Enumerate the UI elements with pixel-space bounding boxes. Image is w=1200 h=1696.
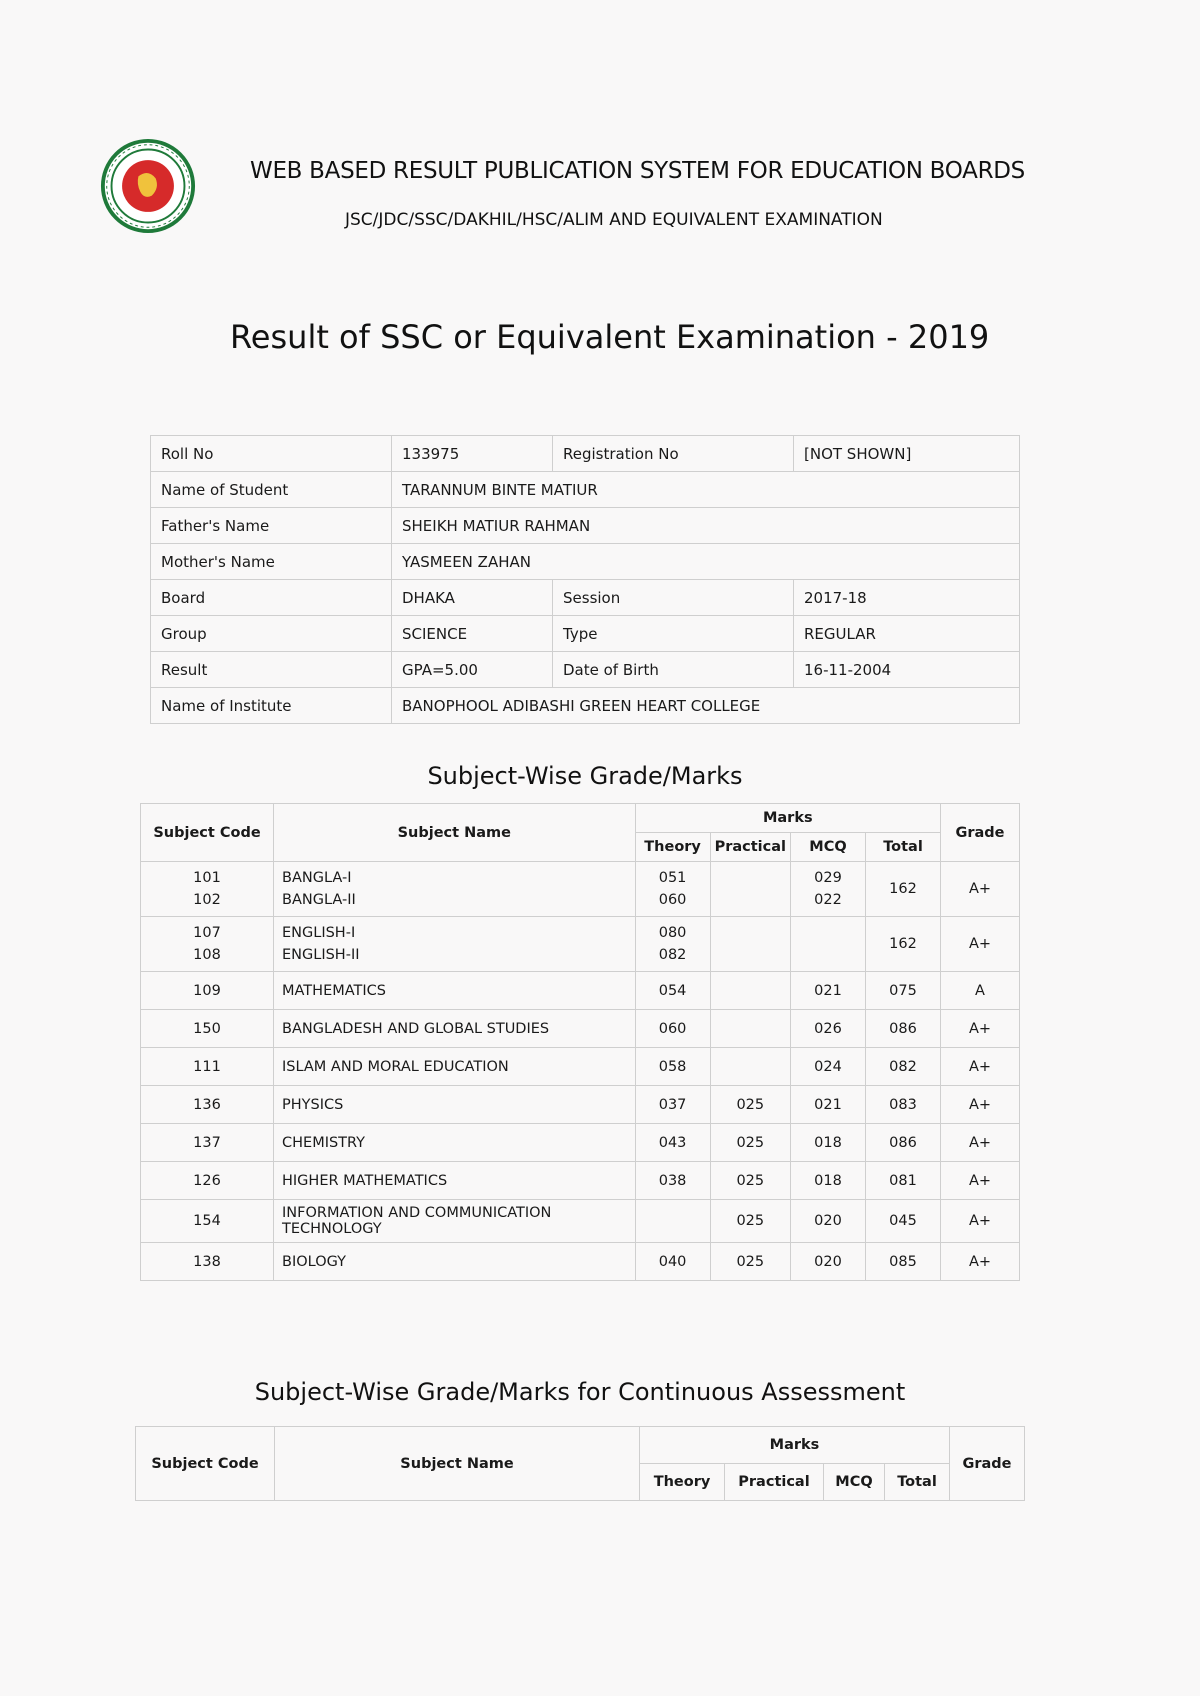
- total-mark: 162: [866, 917, 941, 972]
- result-value: GPA=5.00: [392, 652, 553, 688]
- total-mark: 083: [866, 1086, 941, 1124]
- mcq-mark: 020: [791, 1243, 866, 1281]
- table-row: [141, 1086, 1020, 1124]
- total-mark: 086: [866, 1124, 941, 1162]
- government-seal-icon: [100, 138, 196, 234]
- col-theory: Theory: [635, 833, 710, 862]
- father-value: SHEIKH MATIUR RAHMAN: [392, 508, 1020, 544]
- info-row: [151, 472, 1020, 508]
- info-row: [151, 688, 1020, 724]
- col-marks: Marks: [635, 804, 940, 833]
- grade: A+: [941, 1086, 1020, 1124]
- col-practical: Practical: [710, 833, 790, 862]
- ca-marks-table: [135, 1426, 1025, 1501]
- session-label: Session: [553, 580, 794, 616]
- grade: A: [941, 972, 1020, 1010]
- grade: A+: [941, 1124, 1020, 1162]
- practical-mark: 025: [710, 1243, 790, 1281]
- ca-col-subject-code: Subject Code: [136, 1427, 275, 1501]
- grade: A+: [941, 1200, 1020, 1243]
- board-label: Board: [151, 580, 392, 616]
- subject-name: BIOLOGY: [274, 1243, 636, 1281]
- practical-mark: 025: [710, 1200, 790, 1243]
- subject-code: 138: [141, 1243, 274, 1281]
- theory-mark: 043: [635, 1124, 710, 1162]
- total-mark: 085: [866, 1243, 941, 1281]
- mcq-mark: 018: [791, 1162, 866, 1200]
- grade: A+: [941, 1243, 1020, 1281]
- table-row: [141, 1200, 1020, 1243]
- ca-section-title: Subject-Wise Grade/Marks for Continuous Assessment: [254, 1378, 906, 1406]
- subject-name: PHYSICS: [274, 1086, 636, 1124]
- page-title: Result of SSC or Equivalent Examination - 2019: [230, 318, 990, 356]
- subject-code: 126: [141, 1162, 274, 1200]
- reg-label: Registration No: [553, 436, 794, 472]
- total-mark: 086: [866, 1010, 941, 1048]
- group-value: SCIENCE: [392, 616, 553, 652]
- ca-col-subject-name: Subject Name: [275, 1427, 640, 1501]
- practical-mark: [710, 1010, 790, 1048]
- subject-marks-table: [140, 803, 1020, 1281]
- theory-mark: 037: [635, 1086, 710, 1124]
- table-row: [141, 1010, 1020, 1048]
- system-subtitle: JSC/JDC/SSC/DAKHIL/HSC/ALIM AND EQUIVALENT EXAMINATION: [345, 210, 883, 230]
- practical-mark: [710, 917, 790, 972]
- info-row: [151, 580, 1020, 616]
- mcq-mark: 018: [791, 1124, 866, 1162]
- session-value: 2017-18: [794, 580, 1020, 616]
- dob-label: Date of Birth: [553, 652, 794, 688]
- subject-section-title: Subject-Wise Grade/Marks: [427, 762, 743, 790]
- table-row: [141, 917, 1020, 972]
- total-mark: 082: [866, 1048, 941, 1086]
- subject-code: 150: [141, 1010, 274, 1048]
- theory-mark: 058: [635, 1048, 710, 1086]
- subject-code: 101 102: [141, 862, 274, 917]
- institute-label: Name of Institute: [151, 688, 392, 724]
- father-label: Father's Name: [151, 508, 392, 544]
- table-row: [141, 1162, 1020, 1200]
- subject-code: 154: [141, 1200, 274, 1243]
- theory-mark: 038: [635, 1162, 710, 1200]
- subject-name: BANGLADESH AND GLOBAL STUDIES: [274, 1010, 636, 1048]
- ca-col-practical: Practical: [725, 1464, 824, 1501]
- mcq-mark: 029 022: [791, 862, 866, 917]
- mother-label: Mother's Name: [151, 544, 392, 580]
- subject-name: INFORMATION AND COMMUNICATION TECHNOLOGY: [274, 1200, 636, 1243]
- table-row: [141, 1243, 1020, 1281]
- subject-code: 111: [141, 1048, 274, 1086]
- reg-value: [NOT SHOWN]: [794, 436, 1020, 472]
- table-row: [141, 862, 1020, 917]
- theory-mark: 051 060: [635, 862, 710, 917]
- total-mark: 162: [866, 862, 941, 917]
- table-row: [141, 972, 1020, 1010]
- theory-mark: 040: [635, 1243, 710, 1281]
- practical-mark: [710, 1048, 790, 1086]
- total-mark: 081: [866, 1162, 941, 1200]
- table-row: [141, 1048, 1020, 1086]
- theory-mark: [635, 1200, 710, 1243]
- subject-code: 136: [141, 1086, 274, 1124]
- grade: A+: [941, 1048, 1020, 1086]
- practical-mark: [710, 972, 790, 1010]
- table-row: [141, 1124, 1020, 1162]
- col-subject-name: Subject Name: [274, 804, 636, 862]
- theory-mark: 080 082: [635, 917, 710, 972]
- total-mark: 045: [866, 1200, 941, 1243]
- subject-name: ENGLISH-I ENGLISH-II: [274, 917, 636, 972]
- ca-col-total: Total: [885, 1464, 950, 1501]
- practical-mark: [710, 862, 790, 917]
- subject-code: 107 108: [141, 917, 274, 972]
- mcq-mark: 021: [791, 1086, 866, 1124]
- grade: A+: [941, 862, 1020, 917]
- subject-name: ISLAM AND MORAL EDUCATION: [274, 1048, 636, 1086]
- theory-mark: 060: [635, 1010, 710, 1048]
- group-label: Group: [151, 616, 392, 652]
- mcq-mark: 024: [791, 1048, 866, 1086]
- board-value: DHAKA: [392, 580, 553, 616]
- col-total: Total: [866, 833, 941, 862]
- roll-value: 133975: [392, 436, 553, 472]
- type-value: REGULAR: [794, 616, 1020, 652]
- result-label: Result: [151, 652, 392, 688]
- subject-code: 109: [141, 972, 274, 1010]
- institute-value: BANOPHOOL ADIBASHI GREEN HEART COLLEGE: [392, 688, 1020, 724]
- subject-name: CHEMISTRY: [274, 1124, 636, 1162]
- grade: A+: [941, 1010, 1020, 1048]
- practical-mark: 025: [710, 1124, 790, 1162]
- mother-value: YASMEEN ZAHAN: [392, 544, 1020, 580]
- mcq-mark: [791, 917, 866, 972]
- info-row: [151, 616, 1020, 652]
- info-row: [151, 544, 1020, 580]
- col-grade: Grade: [941, 804, 1020, 862]
- mcq-mark: 021: [791, 972, 866, 1010]
- col-subject-code: Subject Code: [141, 804, 274, 862]
- name-label: Name of Student: [151, 472, 392, 508]
- info-row: [151, 508, 1020, 544]
- ca-col-mcq: MCQ: [824, 1464, 885, 1501]
- name-value: TARANNUM BINTE MATIUR: [392, 472, 1020, 508]
- ca-col-marks: Marks: [640, 1427, 950, 1464]
- dob-value: 16-11-2004: [794, 652, 1020, 688]
- theory-mark: 054: [635, 972, 710, 1010]
- total-mark: 075: [866, 972, 941, 1010]
- subject-name: MATHEMATICS: [274, 972, 636, 1010]
- info-row: [151, 652, 1020, 688]
- system-title: WEB BASED RESULT PUBLICATION SYSTEM FOR EDUCATION BOARDS: [250, 158, 1025, 184]
- subject-name: BANGLA-I BANGLA-II: [274, 862, 636, 917]
- practical-mark: 025: [710, 1162, 790, 1200]
- grade: A+: [941, 1162, 1020, 1200]
- type-label: Type: [553, 616, 794, 652]
- grade: A+: [941, 917, 1020, 972]
- mcq-mark: 026: [791, 1010, 866, 1048]
- student-info-table: [150, 435, 1020, 724]
- roll-label: Roll No: [151, 436, 392, 472]
- subject-code: 137: [141, 1124, 274, 1162]
- ca-col-theory: Theory: [640, 1464, 725, 1501]
- ca-col-grade: Grade: [950, 1427, 1025, 1501]
- subject-name: HIGHER MATHEMATICS: [274, 1162, 636, 1200]
- info-row: [151, 436, 1020, 472]
- mcq-mark: 020: [791, 1200, 866, 1243]
- practical-mark: 025: [710, 1086, 790, 1124]
- col-mcq: MCQ: [791, 833, 866, 862]
